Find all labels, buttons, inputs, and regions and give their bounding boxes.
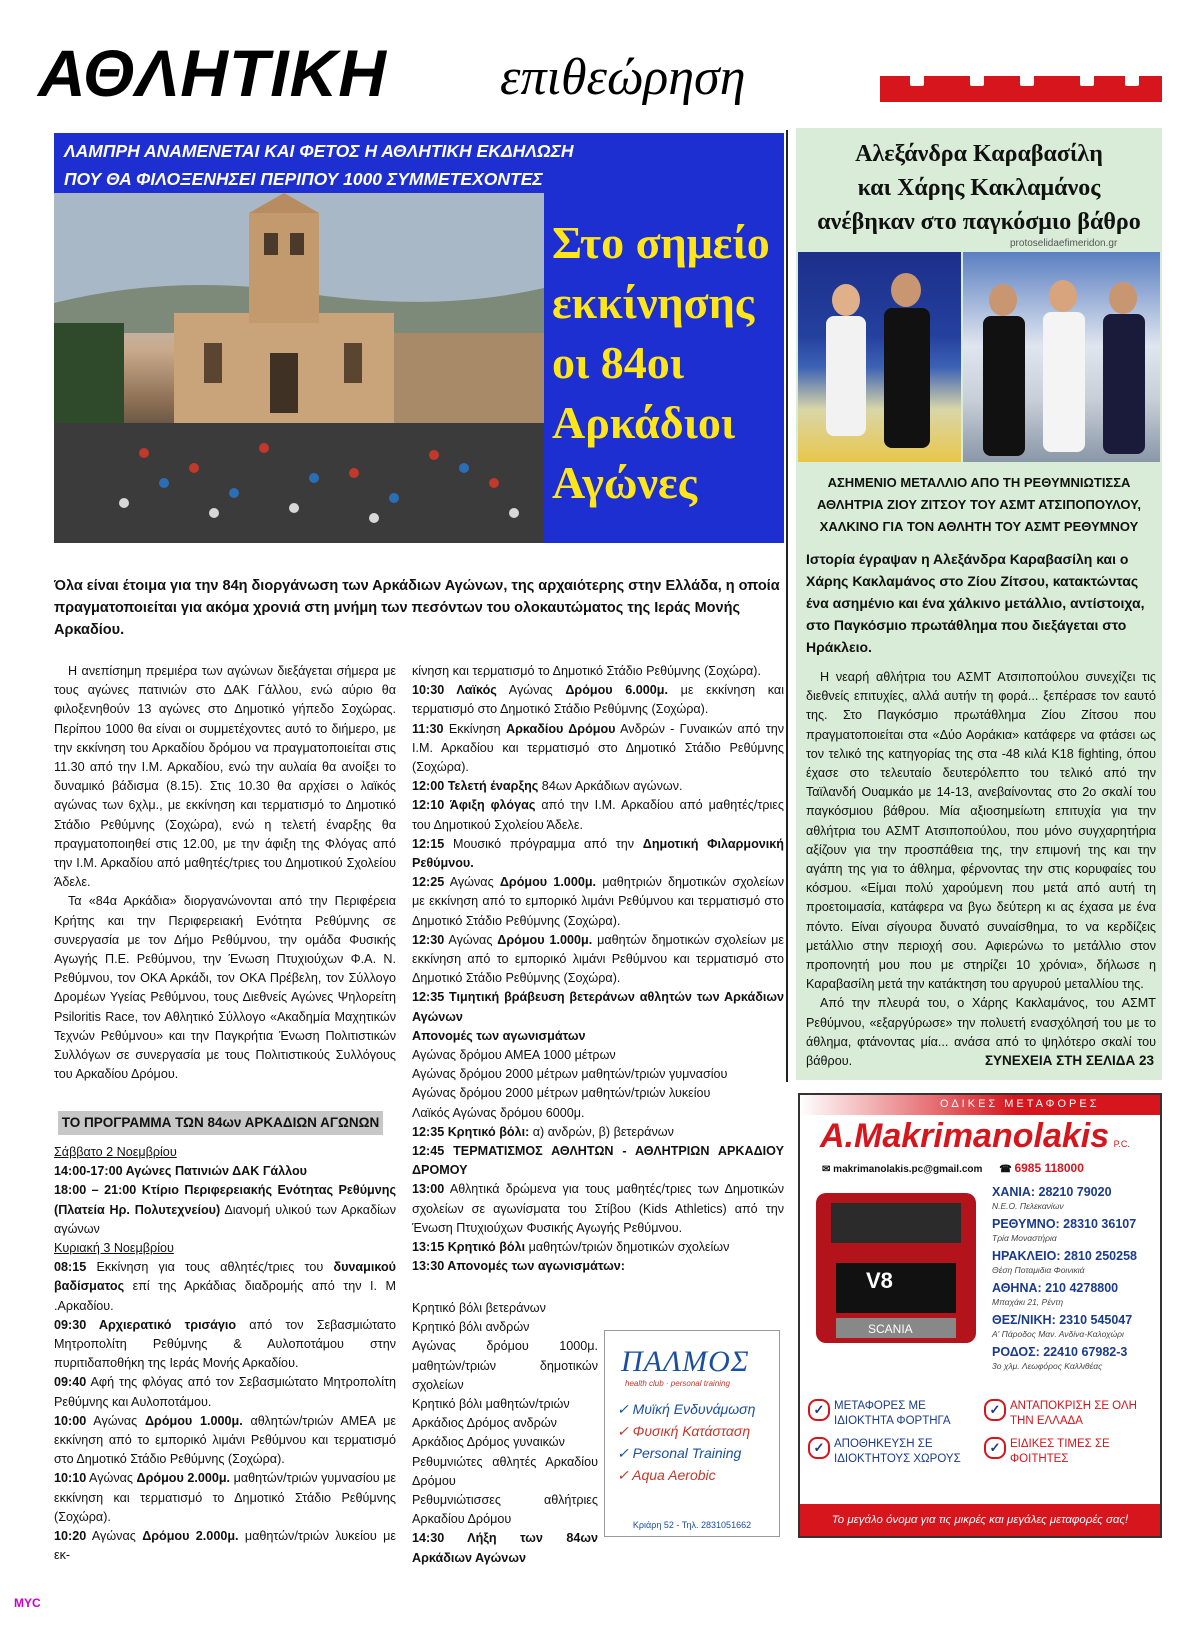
- office-city: ΗΡΑΚΛΕΙΟ: 2810 250258: [992, 1249, 1137, 1263]
- ad-slogan-bar: [800, 1504, 1160, 1536]
- ad-email: makrimanolakis.pc@gmail.com: [833, 1164, 983, 1175]
- office-address: Μπαχάκι 21, Ρέντη: [992, 1297, 1064, 1307]
- program-time: 12:25: [412, 875, 445, 890]
- award-item: Αρκάδιος Δρόμος γυναικών: [412, 1435, 565, 1450]
- ad-feature: [984, 1399, 1156, 1429]
- ad-top-banner: [800, 1095, 1160, 1115]
- program-entry: [412, 835, 784, 873]
- phone-icon: ☎: [999, 1164, 1015, 1175]
- program-detail: μαθητών δημοτικών σχολείων με εκκίνηση από το εμπορικό λιμάνι Ρεθύμνου και τερματισμό στο Δημοτικό Στάδιο Ρεθύμνης (Σοχώρα).: [412, 932, 784, 986]
- ad-brand-suffix: P.C.: [1113, 1139, 1130, 1149]
- program-time: Απονομές των αγωνισμάτων: [412, 1028, 586, 1043]
- program-time: 10:00: [54, 1413, 87, 1428]
- office-address: Θέση Ποταμιδια Φοινικιά: [992, 1265, 1085, 1275]
- office-city: ΡΕΘΥΜΝΟ: 28310 36107: [992, 1217, 1137, 1231]
- program-text: Αφή της φλόγας από τον Σεβασμιώτατο Μητροπολίτη Ρεθύμνης και Αυλοποτάμου.: [54, 1375, 396, 1409]
- program-time: 09:30 Αρχιερατικό τρισάγιο: [54, 1317, 237, 1332]
- program-time: 09:40: [54, 1375, 87, 1390]
- office-city: ΑΘΗΝΑ: 210 4278800: [992, 1281, 1119, 1295]
- office-address: Τρία Μοναστήρια: [992, 1233, 1057, 1243]
- program-text: κίνηση και τερματισμό το Δημοτικό Στάδιο Ρεθύμνης (Σοχώρα).: [412, 664, 761, 678]
- ad-feature: [984, 1437, 1156, 1467]
- program-event: δυναμικού βαδίσματος: [54, 1260, 396, 1294]
- ad-feature-text: ΑΝΤΑΠΟΚΡΙΣΗ ΣΕ ΟΛΗ ΤΗΝ ΕΛΛΑΔΑ: [1010, 1400, 1137, 1427]
- truck-badge: V8: [866, 1268, 893, 1293]
- ad-feature: [808, 1437, 980, 1467]
- program-time: 12:00 Τελετή έναρξης: [412, 779, 539, 794]
- ad-features: [806, 1395, 1158, 1471]
- arkadi-monastery-photo: [54, 193, 544, 543]
- program-time: 11:30: [412, 721, 444, 736]
- program-detail: μαθητριών δημοτικών σχολείων με εκκίνηση από το εμπορικό λιμάνι Ρεθύμνου και τερματισμό στο Δημοτικό Στάδιο Ρεθύμνης (Σοχώρα).: [412, 875, 784, 928]
- palmos-item-4: ✓ Aqua Aerobic: [617, 1467, 716, 1483]
- award-item: Αγώνας δρόμου 1000μ. μαθητών/τριών δημοτικών σχολείων: [412, 1339, 598, 1392]
- palmos-item-1: ✓ Μυϊκή Ενδυνάμωση: [617, 1401, 756, 1417]
- program-time: 08:15: [54, 1260, 87, 1275]
- program-text: μαθητών/τριών δημοτικών σχολείων: [525, 1240, 730, 1255]
- program-entry: [412, 931, 784, 989]
- sidebar-title-line-1: Αλεξάνδρα Καραβασίλη: [855, 141, 1103, 167]
- mail-icon: ✉: [822, 1164, 834, 1175]
- program-entry: [54, 1258, 396, 1316]
- program-event: Δημοτική Φιλαρμονική Ρεθύμνου.: [412, 836, 784, 871]
- athlete-photo-kaklamanos: [963, 252, 1160, 462]
- sidebar-paragraph-2: Από την πλευρά του, ο Χάρης Κακλαμάνος, του ΑΣΜΤ Ρεθύμνου, «εξαργύρωσε» την πολυετή ενασχόλησή του με το άθλημα, φτάνοντας μία... ανάσα από το ψηλότερο σκαλί του βάθρου.: [806, 996, 1156, 1069]
- program-entry: [54, 1181, 396, 1239]
- program-entry: [54, 1316, 396, 1374]
- program-time: 12:35 Τιμητική βράβευση βετεράνων αθλητών των Αρκάδιων Αγώνων: [412, 990, 784, 1024]
- office-city: ΡΟΔΟΣ: 22410 67982-3: [992, 1345, 1128, 1359]
- masthead-athletes-banner: [880, 76, 1162, 102]
- ad-slogan: Το μεγάλο όνομα για τις μικρές και μεγάλες μεταφορές σας!: [831, 1514, 1129, 1526]
- headline-line-4: Αρκάδιοι: [552, 397, 736, 448]
- check-icon: ✓: [984, 1399, 1006, 1421]
- program-day: Σάββατο 2 Νοεμβρίου: [54, 1145, 177, 1159]
- program-entry: [412, 1027, 784, 1046]
- headline-line-5: Αγώνες: [552, 457, 698, 508]
- sidebar-body: [806, 668, 1156, 1071]
- sidebar-title: [796, 137, 1162, 239]
- sidebar-title-line-3: ανέβηκαν στο παγκόσμιο βάθρο: [817, 209, 1141, 235]
- awards-list: [412, 1299, 598, 1529]
- program-text: Αγώνας: [444, 875, 500, 890]
- program-time: 12:15: [412, 836, 445, 851]
- ad-phone: 6985 118000: [1014, 1161, 1084, 1175]
- award-item: Κρητικό βόλι μαθητών/τριών: [412, 1397, 570, 1412]
- athletes-illustration-1: [798, 252, 961, 462]
- program-entry: [412, 1104, 784, 1123]
- program-text: Αγώνας δρόμου ΑΜΕΑ 1000 μέτρων: [412, 1048, 616, 1063]
- makrimanolakis-ad: [798, 1093, 1162, 1538]
- sidebar-kicker: [800, 472, 1158, 538]
- palmos-item-3: ✓ Personal Training: [617, 1445, 742, 1461]
- program-event: Δρόμου 6.000μ.: [565, 683, 668, 698]
- program-text: Αγώνας: [496, 683, 566, 698]
- program-text: Μουσικό πρόγραμμα από την: [444, 836, 643, 851]
- continued-note: ΣΥΝΕΧΕΙΑ ΣΤΗ ΣΕΛΙΔΑ 23: [984, 1053, 1154, 1068]
- office-city: ΧΑΝΙΑ: 28210 79020: [992, 1185, 1112, 1199]
- sidebar-title-line-2: και Χάρης Κακλαμάνος: [857, 175, 1101, 201]
- program-time: 10:20: [54, 1529, 87, 1544]
- program-entry: [412, 1123, 784, 1142]
- program-entry: [412, 681, 784, 719]
- program-entry: [412, 873, 784, 931]
- headline-line-2: εκκίνησης: [552, 277, 755, 328]
- ad-top-text: ΟΔΙΚΕΣ ΜΕΤΑΦΟΡΕΣ: [940, 1098, 1100, 1110]
- program-time: 10:30 Λαϊκός: [412, 683, 497, 698]
- program-column-1: [54, 1143, 396, 1565]
- headline-line-3: οι 84οι: [552, 337, 685, 388]
- article-column-1: [54, 662, 396, 1084]
- program-text: Αγώνας: [86, 1471, 137, 1486]
- program-time: 13:15 Κρητικό βόλι: [412, 1240, 526, 1255]
- program-detail: επί της Αρκάδιας διαδρομής από την Ι. Μ .Αρκαδίου.: [54, 1279, 396, 1313]
- ad-brand: A.Makrimanolakis: [820, 1117, 1110, 1155]
- program-entry: [412, 1257, 784, 1276]
- sidebar-lead: Ιστορία έγραψαν η Αλεξάνδρα Καραβασίλη και ο Χάρης Κακλαμάνος στο Ζίου Ζίτσου, κατακτώντας ένα ασημένιο και ένα χάλκινο μετάλλιο, αντίστοιχα, στο Παγκόσμιο πρωτάθλημα που διεξάγεται στο Ηράκλειο.: [806, 551, 1145, 655]
- award-item: Ρεθυμνιώτες αθλητές Αρκαδίου Δρόμου: [412, 1454, 598, 1488]
- program-time: 13:30 Απονομές των αγωνισμάτων:: [412, 1259, 625, 1274]
- program-entry: [54, 1412, 396, 1470]
- program-time: 12:30: [412, 932, 445, 947]
- ad-offices: [992, 1181, 1160, 1373]
- program-entry: [54, 1143, 396, 1162]
- watermark-source: protoselidaefimeridon.gr: [1010, 238, 1118, 249]
- program-event: Δρόμου 2.000μ.: [136, 1471, 231, 1486]
- program-entry: [412, 1142, 784, 1180]
- program-column-2: [412, 662, 784, 1277]
- program-text: Αγώνας: [444, 932, 498, 947]
- ad-brand-row: [820, 1117, 1130, 1156]
- program-time: 13:00: [412, 1182, 445, 1197]
- ad-contact-row: [822, 1161, 1084, 1175]
- office-address: Ν.Ε.Ο. Πελεκανίων: [992, 1201, 1064, 1211]
- award-item: Ρεθυμνιώτισσες αθλήτριες Αρκαδίου Δρόμου: [412, 1493, 598, 1527]
- monastery-illustration: [54, 193, 544, 543]
- program-heading: ΤΟ ΠΡΟΓΡΑΜΜΑ ΤΩΝ 84ων ΑΡΚΑΔΙΩΝ ΑΓΩΝΩΝ: [58, 1111, 383, 1135]
- program-time: 12:35 Κρητικό βόλι:: [412, 1124, 530, 1139]
- kicker-line-2: ΠΟΥ ΘΑ ΦΙΛΟΞΕΝΗΣΕΙ ΠΕΡΙΠΟΥ 1000 ΣΥΜΜΕΤΕΧΟΝΤΕΣ: [64, 169, 543, 189]
- ad-feature-text: ΜΕΤΑΦΟΡΕΣ ΜΕ ΙΔΙΟΚΤΗΤΑ ΦΟΡΤΗΓΑ: [834, 1400, 951, 1427]
- program-detail: με εκκίνηση και τερματισμό στο Δημοτικό Στάδιο Ρεθύμνης (Σοχώρα).: [412, 683, 784, 717]
- sidebar-kicker-line-2: ΑΘΛΗΤΡΙΑ ΖΙΟΥ ΖΙΤΣΟΥ ΤΟΥ ΑΣΜΤ ΑΤΣΙΠΟΠΟΥΛΟΥ,: [816, 497, 1142, 512]
- sidebar-kicker-line-1: ΑΣΗΜΕΝΙΟ ΜΕΤΑΛΛΙΟ ΑΠΟ ΤΗ ΡΕΘΥΜΝΙΩΤΙΣΣΑ: [827, 475, 1131, 490]
- program-entry: [54, 1373, 396, 1411]
- palmos-item-2: ✓ Φυσική Κατάσταση: [617, 1423, 751, 1439]
- palmos-footer: Κριάρη 52 - Τηλ. 2831051662: [632, 1520, 752, 1530]
- program-time: 12:10 Άφιξη φλόγας: [412, 798, 536, 813]
- main-lead: Όλα είναι έτοιμα για την 84η διοργάνωση των Αρκάδιων Αγώνων, της αρχαιότερης στην Ελλάδα, η οποία πραγματοποιείται για ακόμα χρονιά στη μνήμη των πεσόντων του ολοκαυτώματος της Ιεράς Μονής Αρκαδίου.: [54, 578, 780, 638]
- program-detail: Ανδρών - Γυναικών από την Ι.Μ. Αρκαδίου και τερματισμό στο Δημοτικό Στάδιο Ρεθύμνης (Σοχώρα).: [412, 721, 785, 775]
- program-entry: [412, 1065, 784, 1084]
- program-event: Δρόμου 1.000μ.: [499, 875, 597, 890]
- program-text: 84ων Αρκάδιων αγώνων.: [538, 779, 683, 794]
- program-time: 12:45 ΤΕΡΜΑΤΙΣΜΟΣ ΑΘΛΗΤΩΝ - ΑΘΛΗΤΡΙΩΝ ΑΡΚΑΔΙΟΥ ΔΡΟΜΟΥ: [412, 1144, 784, 1178]
- check-icon: ✓: [808, 1437, 830, 1459]
- program-detail: αθλητών/τριών ΑΜΕΑ με εκκίνηση από το εμπορικό λιμάνι Ρεθύμνου και τερματισμό στο Δημοτικό Στάδιο Ρεθύμνης (Σοχώρα).: [54, 1413, 396, 1467]
- program-text: από την Ι.Μ. Αρκαδίου από μαθητές/τριες του Δημοτικού Σχολείου Άδελε.: [412, 798, 784, 832]
- office-address: 3ο χλμ. Λεωφόρος Καλλιθέας: [992, 1361, 1103, 1371]
- program-day: Κυριακή 3 Νοεμβρίου: [54, 1241, 174, 1256]
- program-text: Εκκίνηση: [443, 721, 506, 736]
- program-text: Διανομή υλικού των Αρκαδίων αγώνων: [54, 1202, 397, 1236]
- program-detail: μαθητών/τριών γυμνασίου με εκκίνηση και τερματισμό το Δημοτικό Στάδιο Ρεθύμνης (Σοχώρα).: [54, 1471, 397, 1524]
- palmos-brand: ΠΑΛΜΟΣ: [621, 1345, 750, 1378]
- program-text: Αγώνας: [86, 1529, 143, 1544]
- program-time: 10:10: [54, 1471, 87, 1486]
- palmos-tag: health club · personal training: [625, 1379, 730, 1388]
- ad-feature-text: ΕΙΔΙΚΕΣ ΤΙΜΕΣ ΣΕ ΦΟΙΤΗΤΕΣ: [1010, 1438, 1110, 1465]
- program-text: Αθλητικά δρώμενα για τους μαθητές/τριες των Δημοτικών σχολείων σε αγωνίσματα του Στίβου (Kids Athletics) από την Ένωση Πτυχιούχων Φυσικής Αγωγής Ρεθύμνου.: [412, 1182, 784, 1235]
- program-entry: [412, 720, 784, 778]
- program-event: Δρόμου 1.000μ.: [497, 932, 593, 947]
- program-entry: [54, 1162, 396, 1181]
- award-item: Αρκάδιος Δρόμος ανδρών: [412, 1416, 557, 1431]
- program-entry: [54, 1239, 396, 1258]
- masthead-subtitle: επιθεώρηση: [500, 49, 746, 106]
- headline-line-1: Στο σημείο: [552, 217, 770, 268]
- column-divider: [786, 130, 788, 1082]
- program-entry: [412, 796, 784, 834]
- award-item: Κρητικό βόλι ανδρών: [412, 1320, 530, 1335]
- truck-illustration: [806, 1183, 986, 1363]
- office-city: ΘΕΣ/ΝΙΚΗ: 2310 545047: [992, 1313, 1133, 1327]
- program-entry: [412, 1084, 784, 1103]
- program-entry: [412, 662, 784, 681]
- program-entry: [412, 1238, 784, 1257]
- program-entry: [54, 1527, 396, 1565]
- program-entry: [412, 777, 784, 796]
- program-entry: [412, 1180, 784, 1238]
- main-kicker: [54, 133, 784, 193]
- athlete-photo-karavasili: [798, 252, 961, 462]
- check-icon: ✓: [808, 1399, 830, 1421]
- kicker-line-1: ΛΑΜΠΡΗ ΑΝΑΜΕΝΕΤΑΙ ΚΑΙ ΦΕΤΟΣ Η ΑΘΛΗΤΙΚΗ ΕΚΔΗΛΩΣΗ: [64, 141, 574, 161]
- masthead-title: ΑΘΛΗΤΙΚΗ: [38, 36, 387, 110]
- program-column-3: [412, 1299, 598, 1568]
- program-entry: [54, 1469, 396, 1527]
- program-event: Δρόμου 2.000μ.: [142, 1529, 239, 1544]
- program-text: Αγώνας δρόμου 2000 μέτρων μαθητών/τριών λυκείου: [412, 1086, 711, 1101]
- program-text: Λαϊκός Αγώνας δρόμου 6000μ.: [412, 1105, 585, 1120]
- check-icon: ✓: [984, 1437, 1006, 1459]
- sidebar-kicker-line-3: ΧΑΛΚΙΝΟ ΓΙΑ ΤΟΝ ΑΘΛΗΤΗ ΤΟΥ ΑΣΜΤ ΡΕΘΥΜΝΟΥ: [819, 519, 1139, 534]
- ad-feature-text: ΑΠΟΘΗΚΕΥΣΗ ΣΕ ΙΔΙΟΚΤΗΤΟΥΣ ΧΩΡΟΥΣ: [834, 1438, 961, 1465]
- article-paragraph-1: Η ανεπίσημη πρεμιέρα των αγώνων διεξάγεται σήμερα με τους αγώνες πατινιών στο ΔΑΚ Γάλλου, ενώ αύριο θα φιλοξενηθούν 13 αγώνες στο Δημοτικό γήπεδο Σοχώρας. Περίπου 1000 θα είναι οι συμμετέχοντες αυτό το διήμερο, με την εκκίνηση του Αρκαδίου δρόμου να πραγματοποιείται στις 11.30 από την Ι.Μ. Αρκαδίου, ενώ την αυλαία θα ανοίξει το δυναμικό βάδισμα (8.15). Στις 10.30 θα αρχίσει ο λαϊκός αγώνας των 6χλμ., με εκκίνηση και τερματισμό το Δημοτικό Στάδιο Ρεθύμνης (Σοχώρα), ενώ η τελετή έναρξης θα πραγματοποιηθεί στις 12.00, με την άφιξη της Φλόγας από την Ι.Μ. Αρκαδίου από μαθητές/τριες του Δημοτικού Σχολείου Άδελε.: [54, 664, 396, 890]
- article-paragraph-2: Τα «84α Αρκάδια» διοργανώνονται από την Περιφέρεια Κρήτης και την Περιφερειακή Ενότητα Ρεθύμνης σε συνεργασία με τον Δήμο Ρεθύμνου, την ομάδα Φυσικής Αγωγής Π.Ε. Ρεθύμνου, την Ένωση Πτυχιούχων Φ.Α. Ν. Ρεθύμνου, τον ΟΚΑ Αρκάδι, τον ΟΚΑ Πρέβελη, τον Σύλλογο Δρομέων Υγείας Ρεθύμνου, τους Διεθνείς Αγώνες Ψηλορείτη Psiloritis Race, τον Αθλητικό Σύλλογο «Ακαδημία Μαχητικών Τεχνών Ρεθύμνου» και την Παγκρήτια Ένωση Πολιτιστικών Συλλόγων σε συνεργασία με τους Πολιτιστικούς Συλλόγους του Αρκαδίου Δρόμου.: [54, 894, 396, 1082]
- program-text: α) ανδρών, β) βετεράνων: [529, 1124, 674, 1139]
- athletes-illustration-2: [963, 252, 1160, 462]
- program-time: 18:00 – 21:00 Κτίριο Περιφερειακής Ενότητας Ρεθύμνης (Πλατεία Ηρ. Πολυτεχνείου): [54, 1183, 396, 1217]
- program-closing: 14:30 Λήξη των 84ων Αρκάδιων Αγώνων: [412, 1531, 598, 1565]
- palmos-ad: [604, 1330, 780, 1537]
- program-event: Δρόμου 1.000μ.: [144, 1413, 243, 1428]
- print-registration-marks: MYC: [14, 1596, 41, 1610]
- program-text: Αγώνας: [86, 1413, 145, 1428]
- program-entry: [412, 988, 784, 1026]
- program-text: από τον Σεβασμιώτατο Μητροπολίτη Ρεθύμνης & Αυλοποτάμου στην πυριτιδαποθήκη της Ιεράς Μονής Αρκαδίου.: [54, 1317, 397, 1371]
- ad-feature: [808, 1399, 980, 1429]
- program-text: Αγώνας δρόμου 2000 μέτρων μαθητών/τριών γυμνασίου: [412, 1067, 728, 1082]
- award-item: Κρητικό βόλι βετεράνων: [412, 1301, 546, 1315]
- program-detail: μαθητών/τριών λυκείου με εκ-: [54, 1529, 396, 1563]
- program-time: 14:00-17:00 Αγώνες Πατινιών ΔΑΚ Γάλλου: [54, 1164, 308, 1179]
- truck-make: SCANIA: [868, 1322, 913, 1336]
- office-address: Α' Πάροδος Μαν. Ανδίνα-Καλοχώρι: [992, 1329, 1124, 1339]
- program-text: Εκκίνηση για τους αθλητές/τριες του: [86, 1260, 334, 1275]
- program-entry: [412, 1046, 784, 1065]
- program-event: Αρκαδίου Δρόμου: [506, 721, 616, 736]
- sidebar-paragraph-1: Η νεαρή αθλήτρια του ΑΣΜΤ Ατσιποπούλου συνεχίζει τις διεθνείς επιτυχίες, αλλά αυτήν τη φορά... ξεπέρασε τον εαυτό της. Στο Παγκόσμιο πρωτάθλημα Ζίου Ζίτσου που πραγματοποιείται στα «Δύο Αοράκια» κατάφερε να φτάσει ως τον τελικό της κατηγορίας της στα -48 κιλά K18 fighting, όπου έχασε στο τελευταίο δευτερόλεπτο του τελικό από την Ταϊλανδή Ουαμκάο με 14-13, ανεβαίνοντας στο 2ο σκαλί του παγκόσμιου βάθρου. Μία αξιοσημείωτη επιτυχία για την αθλήτρια του ΑΣΜΤ Ατσιποπούλου, που μόνο συγχαρητήρια αξίζουν για την προσπάθεια της, την επιμονή της και την αγάπη της για το άθλημα, φέρνοντας την στις κορυφαίες του κόσμου. «Είμαι πολύ χαρούμενη που μετά από αυτή τη προετοιμασία, κατάφερα να βγω δεύτερη κι ας έχασα με ένα πόντο. Είναι σίγουρα δυνατό συναίσθημα, το να κερδίζεις μετάλλιο στην περιοχή σου. Αφιερώνω το μετάλλιο στον προπονητή μου που με στηρίζει 10 χρόνια», δήλωσε η Καραβασίλη μετά την κατάκτηση του αργυρού μεταλλίου της.: [806, 670, 1156, 992]
- main-headline: [544, 193, 784, 543]
